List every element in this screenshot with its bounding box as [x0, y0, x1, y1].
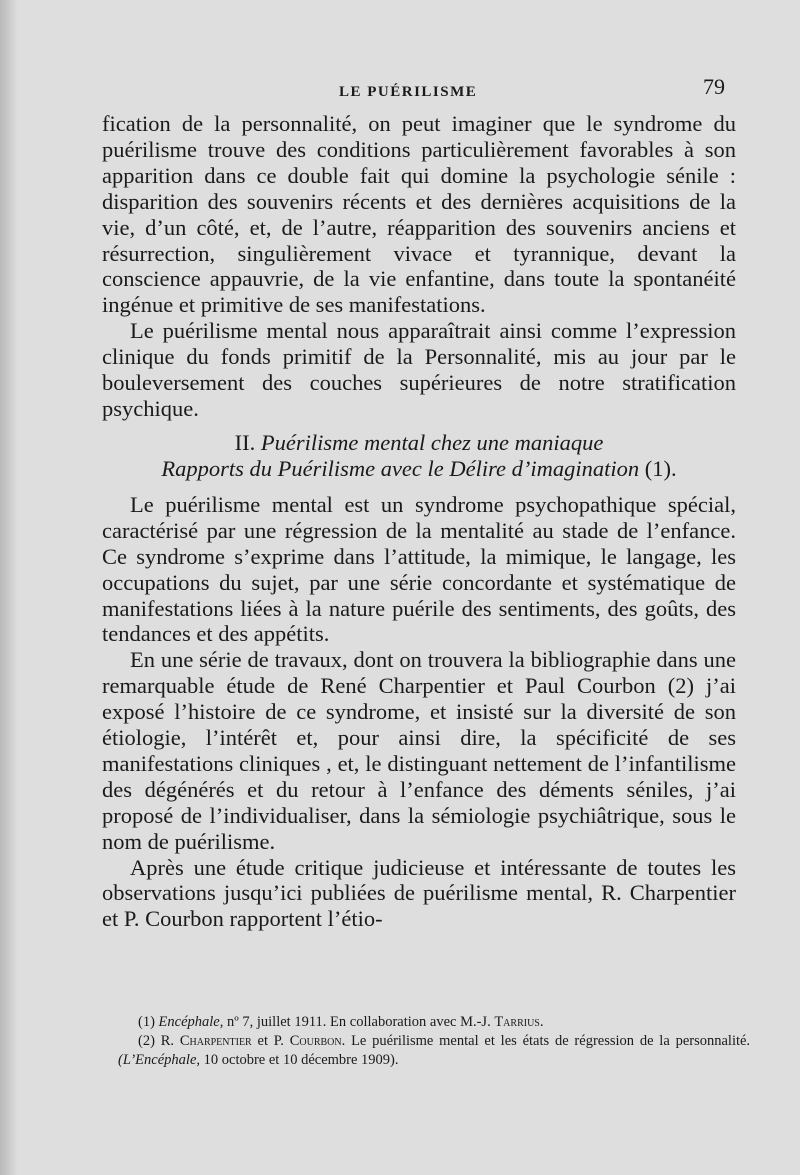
footnotes	[118, 1013, 750, 1070]
footnote-1	[118, 1013, 750, 1032]
paragraph-2: Le puérilisme mental nous apparaîtrait ainsi comme l’expression clinique du fonds primitif de la Personnalité, mis au jour par le bouleversement des couches supérieures de notre stratification psychique.	[102, 318, 736, 421]
footnote-2-author-2: Courbon.	[289, 1033, 346, 1049]
paragraph-1: fication de la personnalité, on peut imaginer que le syndrome du puérilisme trouve des conditions particulièrement favorables à son apparition dans ce double fait qui domine la psychologie sénile : disparition des souvenirs récents et des dernières acquisitions de la vie, d’un côté, et, de l’autre, réapparition des souvenirs anciens et résurrection, singulièrement vivace et tyrannique, devant la conscience appauvrie, de la vie enfantine, dans toute la spontanéité ingénue et primitive de ses manifestations.	[102, 111, 736, 318]
running-head: LE PUÉRILISME	[339, 84, 478, 100]
footnote-1-text: nº 7, juillet 1911. En collaboration avec M.-J.	[227, 1014, 491, 1030]
section-heading-line-1	[102, 430, 736, 456]
section-heading	[102, 430, 736, 482]
footnote-1-journal: Encéphale,	[158, 1014, 224, 1030]
paragraph-3: Le puérilisme mental est un syndrome psychopathique spécial, caractérisé par une régression de la mentalité au stade de l’enfance. Ce syndrome s’exprime dans l’attitude, la mimique, le langage, les occupations du sujet, par une série concordante et systématique de manifestations liées à la nature puérile des sentiments, des goûts, des tendances et des appétits.	[102, 491, 736, 647]
footnote-2-text: Le puérilisme mental et les états de régression de la personnalité.	[351, 1033, 751, 1049]
page-gutter-shadow	[0, 0, 18, 1175]
paragraph-5: Après une étude critique judicieuse et intéressante de toutes les observations jusqu’ici publiées de puérilisme mental, R. Charpentier et P. Courbon rapportent l’étio-	[102, 854, 736, 932]
footnote-2-number: (2) R.	[138, 1033, 175, 1049]
footnote-2-author-1: Charpentier	[179, 1033, 252, 1049]
body-text	[102, 111, 736, 932]
section-number: II.	[234, 429, 256, 455]
footnote-1-number: (1)	[138, 1014, 155, 1030]
paragraph-4: En une série de travaux, dont on trouvera la bibliographie dans une remarquable étude de René Charpentier et Paul Courbon (2) j’ai exposé l’histoire de ce syndrome, et insisté sur la diversité de son étiologie, l’intérêt et, pour ainsi dire, la spécificité de ses manifestations cliniques , et, le distinguant nettement de l’infantilisme des dégénérés et du retour à l’enfance des déments séniles, j’ai proposé de l’individualiser, dans la sémiologie psychiâtrique, sous le nom de puérilisme.	[102, 647, 736, 854]
footnote-2-and: et P.	[257, 1033, 284, 1049]
footnote-1-author: Tarrius.	[494, 1014, 544, 1030]
footnote-2-journal: (L’Encéphale,	[118, 1052, 201, 1068]
footnote-2-dates: 10 octobre et 10 décembre 1909).	[203, 1052, 399, 1068]
section-title-1: Puérilisme mental chez une maniaque	[260, 429, 604, 455]
section-note-ref: (1).	[644, 455, 677, 481]
footnote-2	[118, 1032, 750, 1070]
page-number: 79	[703, 74, 725, 99]
section-heading-line-2	[102, 456, 736, 482]
section-title-2: Rapports du Puérilisme avec le Délire d’imagination	[161, 455, 640, 481]
page-header	[0, 74, 800, 104]
